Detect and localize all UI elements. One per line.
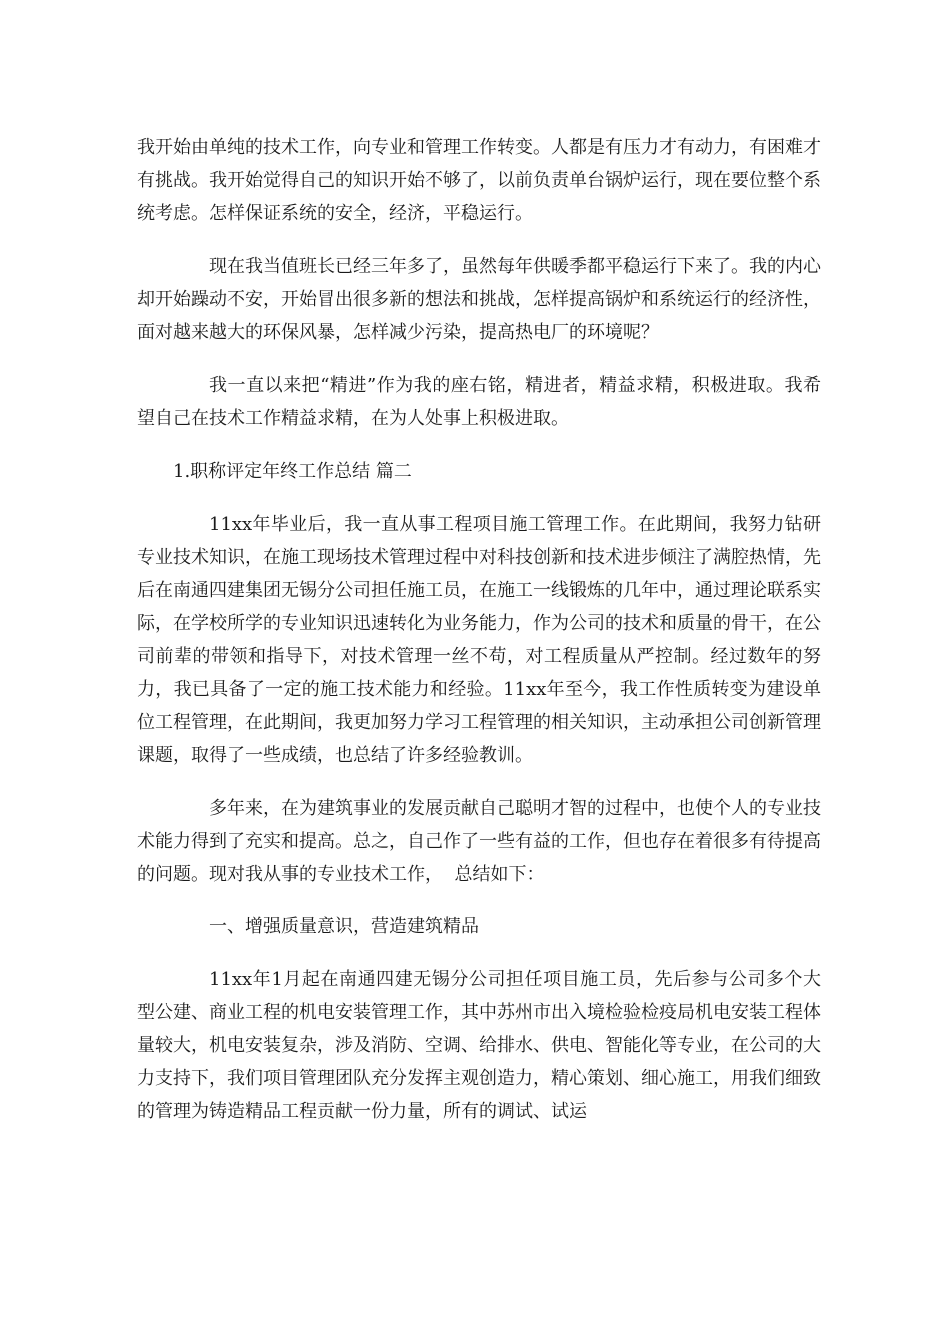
paragraph-1: 我开始由单纯的技术工作，向专业和管理工作转变。人都是有压力才有动力，有困难才有挑战。我开始觉得自己的知识开始不够了，以前负责单台锅炉运行，现在要位整个系统考虑。怎样保证系统的安全，经济，平稳运行。 [137, 137, 821, 224]
paragraph-2: 现在我当值班长已经三年多了，虽然每年供暖季都平稳运行下来了。我的内心却开始躁动不安，开始冒出很多新的想法和挑战，怎样提高锅炉和系统运行的经济性，面对越来越大的环保风暴，怎样减少污染，提高热电厂的环境呢？ [137, 256, 821, 343]
paragraph-4: 11xx年毕业后，我一直从事工程项目施工管理工作。在此期间，我努力钻研专业技术知识，在施工现场技术管理过程中对科技创新和技术进步倾注了满腔热情，先后在南通四建集团无锡分公司担任施工员，在施工一线锻炼的几年中，通过理论联系实际，在学校所学的专业知识迅速转化为业务能力，作为公司的技术和质量的骨干，在公司前辈的带领和指导下，对技术管理一丝不苟，对工程质量从严控制。经过数年的努力，我已具备了一定的施工技术能力和经验。11xx年至今，我工作性质转变为建设单位工程管理，在此期间，我更加努力学习工程管理的相关知识，主动承担公司创新管理课题，取得了一些成绩，也总结了许多经验教训。 [137, 514, 821, 766]
paragraph-3: 我一直以来把“精进”作为我的座右铭，精进者，精益求精，积极进取。我希望自己在技术工作精益求精，在为人处事上积极进取。 [137, 375, 821, 429]
document-body [137, 131, 821, 1128]
subsection-heading-1: 一、增强质量意识，营造建筑精品 [209, 916, 479, 937]
paragraph-6: 11xx年1月起在南通四建无锡分公司担任项目施工员，先后参与公司多个大型公建、商业工程的机电安装管理工作，其中苏州市出入境检验检疫局机电安装工程体量较大，机电安装复杂，涉及消防、空调、给排水、供电、智能化等专业，在公司的大力支持下，我们项目管理团队充分发挥主观创造力，精心策划、细心施工，用我们细致的管理为铸造精品工程贡献一份力量，所有的调试、试运 [137, 969, 821, 1122]
paragraph-5: 多年来，在为建筑事业的发展贡献自己聪明才智的过程中，也使个人的专业技术能力得到了充实和提高。总之，自己作了一些有益的工作，但也存在着很多有待提高的问题。现对我从事的专业技术工作， 总结如下： [137, 798, 821, 885]
section-heading-2: 1.职称评定年终工作总结 篇二 [173, 461, 412, 482]
